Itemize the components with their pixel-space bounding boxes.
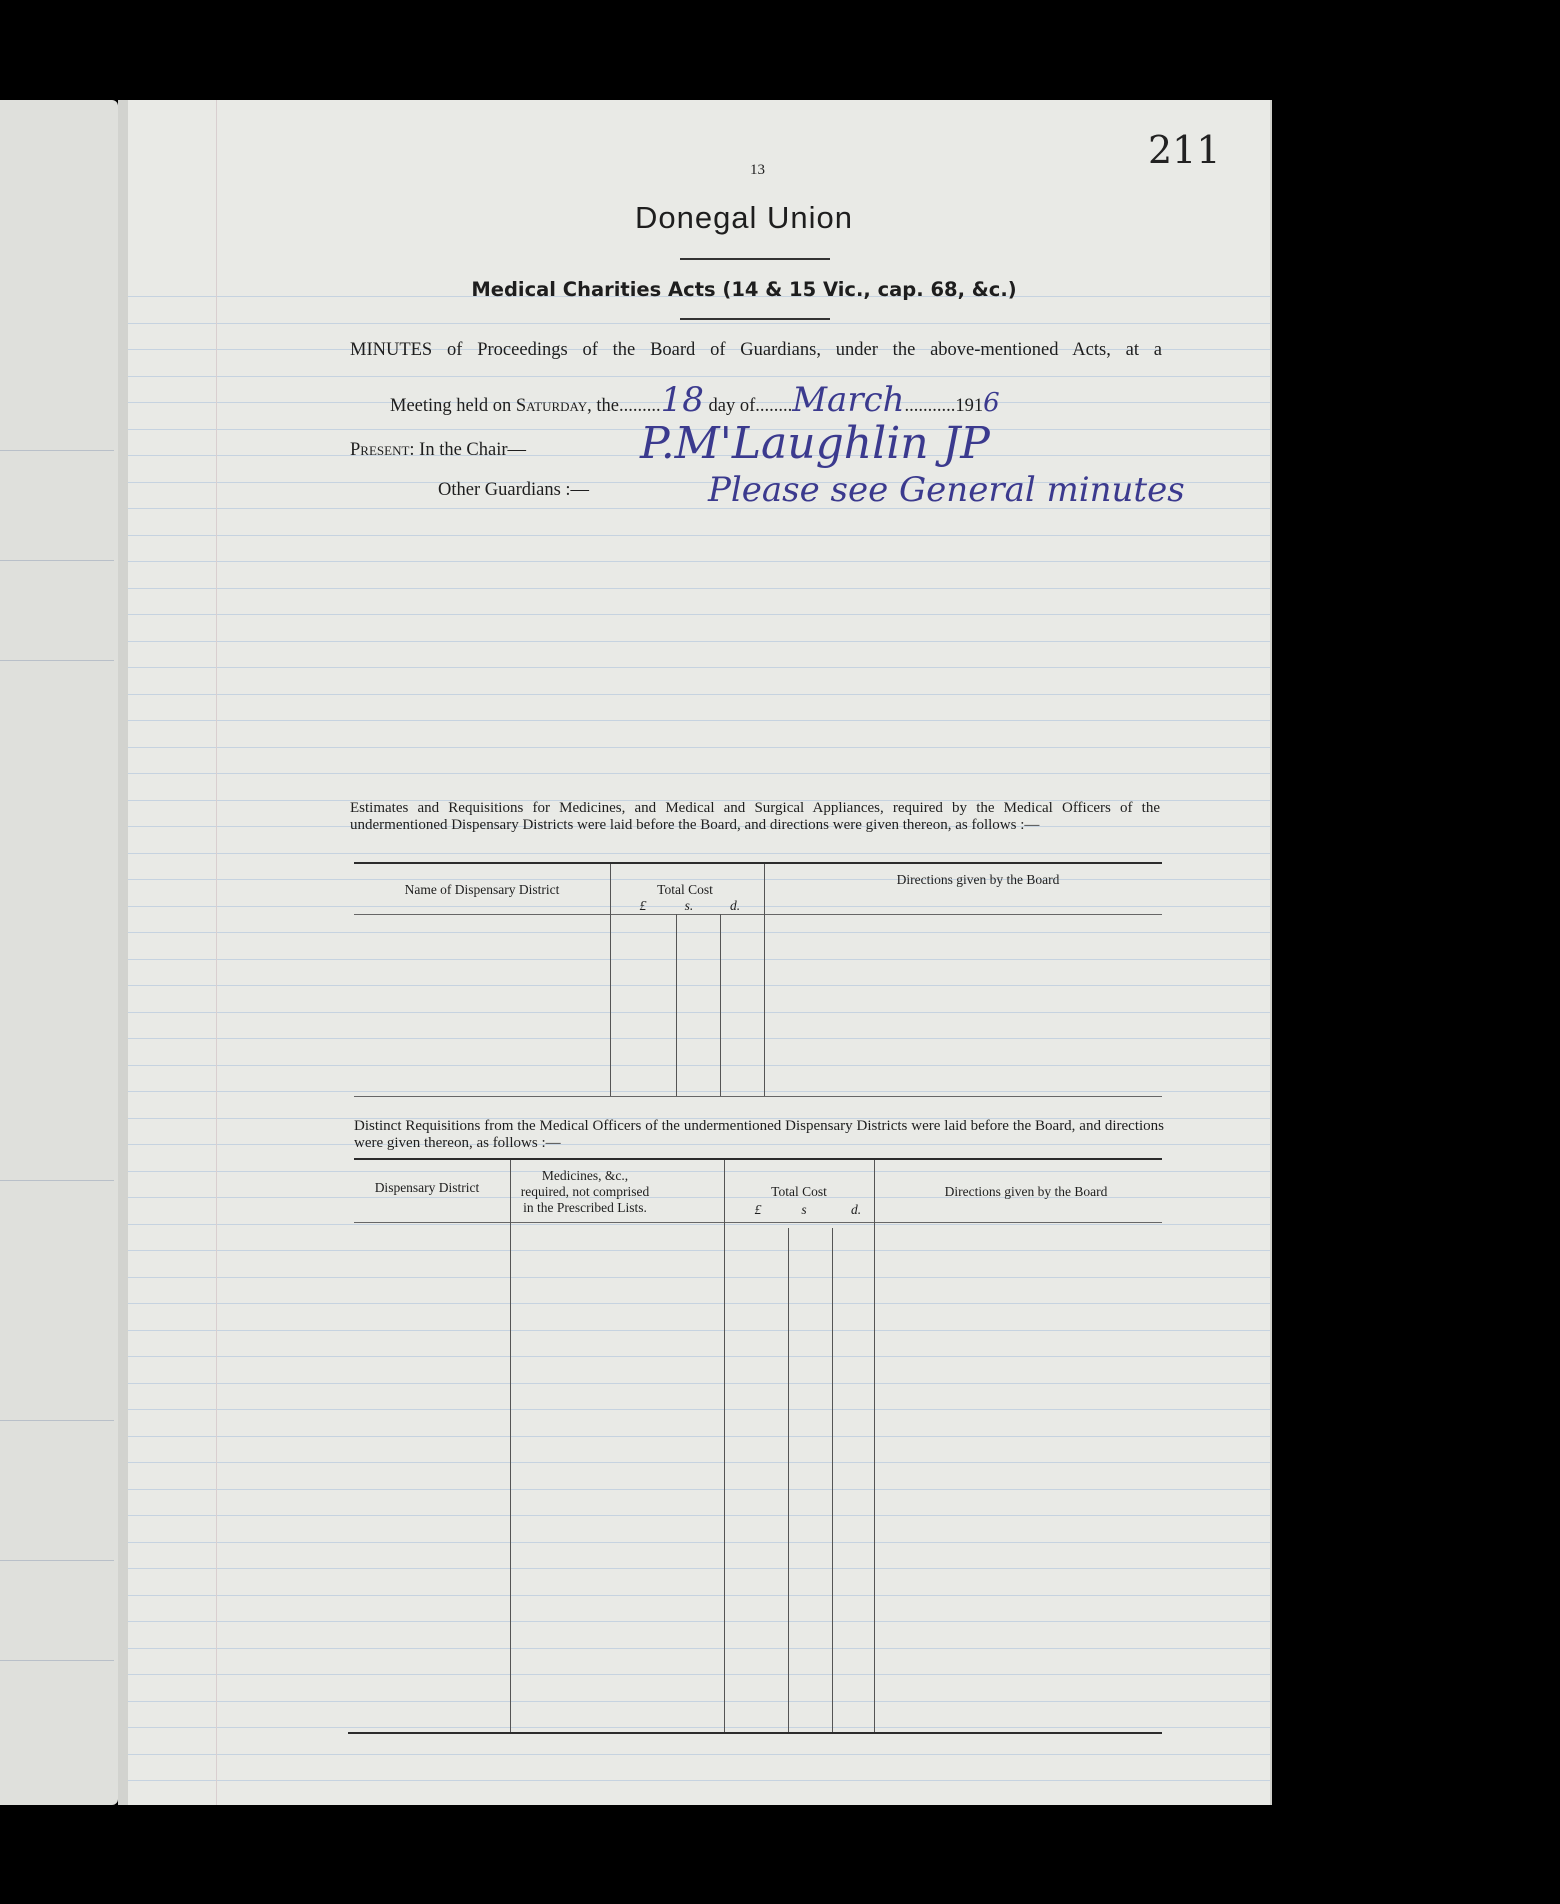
union-name: Donegal Union: [634, 200, 854, 235]
page-number: 211: [1148, 128, 1221, 172]
ruled-line: [128, 588, 1270, 589]
ledger-page: [118, 100, 1270, 1805]
ruled-line: [128, 1383, 1270, 1384]
table-header-rule: [354, 1222, 1162, 1223]
th-medicines: Medicines, &c., required, not comprised in the Prescribed Lists.: [520, 1168, 650, 1215]
ruled-line: [128, 1621, 1270, 1622]
table-top-rule: [354, 862, 1162, 864]
meeting-year-suffix: 6: [983, 388, 1000, 418]
ruled-line: [128, 1462, 1270, 1463]
th-district: Dispensary District: [374, 1180, 480, 1195]
chair-label: : In the Chair—: [409, 440, 527, 460]
th-district: Name of Dispensary District: [404, 882, 560, 897]
ruled-line: [128, 1515, 1270, 1516]
table-header-rule: [354, 914, 1162, 915]
meeting-prefix: Meeting held on: [390, 396, 512, 416]
ruled-line: [128, 614, 1270, 615]
ruled-line: [128, 1595, 1270, 1596]
ruled-line: [128, 932, 1270, 933]
acts-title: Medical Charities Acts (14 & 15 Vic., cap. 68, &c.): [471, 278, 1017, 301]
ruled-line: [128, 1250, 1270, 1251]
title-divider: [680, 258, 830, 260]
ruled-line: [128, 1356, 1270, 1357]
col-divider: [720, 914, 721, 1096]
ruled-line: [128, 1409, 1270, 1410]
title-divider: [680, 318, 830, 320]
other-guardians-note: Please see General minutes: [708, 470, 1185, 510]
present-line: [350, 440, 526, 461]
ruled-line: [128, 1754, 1270, 1755]
ruled-line: [128, 1303, 1270, 1304]
ruled-line: [128, 1171, 1270, 1172]
col-divider: [724, 1160, 725, 1732]
meeting-year-prefix: 191: [955, 396, 984, 416]
col-divider: [676, 914, 677, 1096]
meeting-weekday: Saturday: [515, 396, 588, 416]
ruled-line: [128, 323, 1270, 324]
table-top-rule: [354, 1158, 1162, 1160]
ruled-line: [128, 1780, 1270, 1781]
chair-name: P.M'Laughlin JP: [640, 418, 990, 469]
ruled-line: [128, 1038, 1270, 1039]
ruled-line: [128, 747, 1270, 748]
ruled-line: [128, 853, 1270, 854]
ruled-line: [128, 667, 1270, 668]
ruled-line: [128, 561, 1270, 562]
ruled-line: [128, 959, 1270, 960]
meeting-day-word: day of: [708, 396, 756, 416]
th-directions: Directions given by the Board: [896, 872, 1060, 887]
ruled-line: [128, 720, 1270, 721]
th-pence: d.: [729, 898, 741, 913]
ruled-line: [128, 1091, 1270, 1092]
meeting-day-number: 18: [660, 380, 704, 420]
col-divider: [874, 1160, 875, 1732]
ruled-line: [128, 773, 1270, 774]
th-total-cost: Total Cost: [657, 882, 713, 897]
ruled-line: [128, 1674, 1270, 1675]
table-bottom-rule: [354, 1096, 1162, 1097]
margin-rule: [216, 100, 217, 1805]
ruled-line: [128, 1330, 1270, 1331]
ruled-line: [128, 641, 1270, 642]
sheet-number: 13: [750, 162, 765, 178]
ruled-line: [128, 1568, 1270, 1569]
col-divider: [510, 1160, 511, 1732]
ruled-line: [128, 694, 1270, 695]
ruled-line: [128, 1489, 1270, 1490]
meeting-line: [390, 380, 1000, 420]
minutes-line: MINUTES of Proceedings of the Board of Guardians, under the above-mentioned Acts, at a: [350, 340, 1162, 360]
ruled-line: [128, 1277, 1270, 1278]
ruled-line: [128, 1012, 1270, 1013]
th-total-cost: Total Cost: [771, 1184, 827, 1199]
facing-page-edge: [0, 100, 118, 1805]
ruled-line: [128, 1542, 1270, 1543]
distinct-paragraph: Distinct Requisitions from the Medical Officers of the undermentioned Dispensary Districts were laid before the Board, and directions were given thereon, as follows :—: [354, 1118, 1164, 1151]
th-pounds: £: [639, 898, 647, 913]
ruled-line: [128, 535, 1270, 536]
col-divider: [832, 1228, 833, 1732]
estimates-paragraph: Estimates and Requisitions for Medicines, and Medical and Surgical Appliances, required by the Medical Officers of the undermentioned Dispensary Districts were laid before the Board, and directions were given thereon, as follows :—: [350, 800, 1160, 833]
meeting-dots: ........: [755, 396, 793, 416]
meeting-the: , the.........: [587, 396, 661, 416]
th-directions: Directions given by the Board: [944, 1184, 1108, 1199]
ruled-line: [128, 1648, 1270, 1649]
col-divider: [788, 1228, 789, 1732]
ruled-line: [128, 1065, 1270, 1066]
present-label: Present: [350, 440, 410, 460]
col-divider: [610, 864, 611, 1096]
other-guardians-label: Other Guardians :—: [438, 480, 590, 500]
ruled-line: [128, 1436, 1270, 1437]
ruled-line: [128, 1224, 1270, 1225]
ruled-line: [128, 879, 1270, 880]
ruled-line: [128, 376, 1270, 377]
page-bottom-rule: [348, 1732, 1162, 1734]
ruled-line: [128, 985, 1270, 986]
meeting-dots: ...........: [904, 396, 956, 416]
col-divider: [764, 864, 765, 1096]
th-pounds: £: [754, 1202, 762, 1217]
ruled-line: [128, 1727, 1270, 1728]
th-shillings: s: [801, 1202, 807, 1217]
th-pence: d.: [850, 1202, 862, 1217]
meeting-month: March: [792, 380, 905, 420]
ruled-line: [128, 1701, 1270, 1702]
th-shillings: s.: [684, 898, 694, 913]
